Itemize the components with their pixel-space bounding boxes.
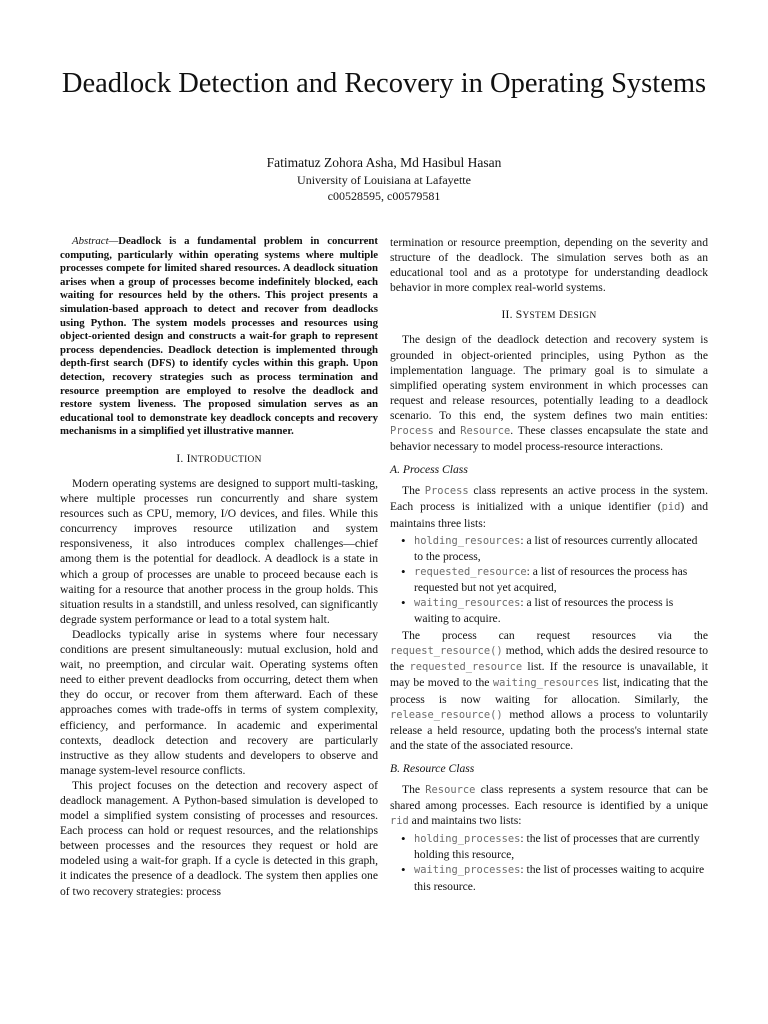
intro-paragraph-3: This project focuses on the detection and recovery aspect of deadlock management. A Python-based simulation is developed to model a simplified system consisting of processes and resources. Each process can hold or request resources, and the relationships between processes and the resources they request or hold are modeled using a wait-for graph. If a cycle is detected in this graph, it indicates the presence of a deadlock. The system then applies one of two recovery strategies: process <box>60 778 378 898</box>
intro-paragraph-3-continued: termination or resource preemption, depending on the severity and structure of the deadlock. The simulation serves both as an educational tool and as a prototype for understanding deadlock behavior in more complex real-world systems. <box>390 236 708 295</box>
request-release-paragraph: The process can request resources via the request_resource() method, which adds the desired resource to the requested_resource list. If the resource is unavailable, it may be moved to the waiting_resources list, indicating that the process is now waiting for allocation. Similarly, the release_resource() method allows a process to voluntarily release a held resource, updating both the process's internal state and the state of the associated resource. <box>390 629 708 752</box>
section-heading-introduction: I. INTRODUCTION <box>176 451 262 465</box>
list-item: • holding_resources: a list of resources currently allocated to the process, <box>414 533 708 564</box>
subsection-resource-class: B. Resource Class <box>390 761 475 775</box>
left-column <box>60 235 378 899</box>
subsection-process-class: A. Process Class <box>390 463 468 477</box>
code-resource: Resource <box>460 425 511 438</box>
code-rid: rid <box>390 815 409 828</box>
design-paragraph-1: The design of the deadlock detection and recovery system is grounded in object-oriented principles, using Python as the implementation language. The primary goal is to simulate a simplified operating system environment in which processes can request and release resources, potentially leading to a deadlock scenario. To this end, the system defines two main entities: Process and Resource. These classes encapsulate the state and behavior necessary to model process-resource interactions. <box>390 333 708 454</box>
code-resource-inline: Resource <box>425 784 476 796</box>
process-lists <box>390 533 708 627</box>
resource-lists <box>390 831 708 893</box>
process-class-paragraph: The Process class represents an active process in the system. Each process is initialized with a unique identifier (pid) and maintains three lists: <box>390 484 708 530</box>
paper-title: Deadlock Detection and Recovery in Operating Systems <box>61 68 707 99</box>
author-block <box>60 154 708 204</box>
author-names: Fatimatuz Zohora Asha, Md Hasibul Hasan <box>266 155 502 170</box>
list-item: • requested_resource: a list of resources the process has requested but not yet acquired, <box>414 564 708 595</box>
student-ids: c00528595, c00579581 <box>327 189 441 203</box>
list-item: • waiting_processes: the list of processes waiting to acquire this resource. <box>414 862 708 893</box>
resource-class-paragraph: The Resource class represents a system resource that can be shared among processes. Each resource is identified by a unique rid and maintains two lists: <box>390 783 708 828</box>
intro-paragraph-2: Deadlocks typically arise in systems where four necessary conditions are present simultaneously: mutual exclusion, hold and wait, no preemption, and circular wait. Operating systems often need to either prevent deadlocks from occurring, detect them when they do occur, or recover from them afterward. Each of these approaches comes with trade-offs in terms of system complexity, efficiency, and performance. In academic and experimental contexts, deadlock detection and recovery are particularly instructive as they allow students and developers to observe and manage system-level resource conflicts. <box>60 627 378 777</box>
intro-paragraph-1: Modern operating systems are designed to support multi-tasking, where multiple processes run concurrently and share system resources such as CPU, memory, I/O devices, and files. While this concurrency improves resource utilization and system responsiveness, it also introduces complex challenges—chief among them is the potential for deadlock. A deadlock is a state in which a group of processes are unable to proceed because each is waiting for a resource that another process in the group holds. This situation results in a standstill, and unless resolved, can significantly degrade system performance or lead to a total system halt. <box>60 477 378 626</box>
code-process: Process <box>390 425 434 438</box>
abstract-text: Deadlock is a fundamental problem in concurrent computing, particularly within operating systems where multiple processes compete for limited shared resources. A deadlock situation arises when a group of processes become indefinitely blocked, each waiting for resources held by the others. This project presents a simulation-based approach to detect and recover from deadlocks using Python. The system models processes and resources using object-oriented design and constructs a wait-for graph to represent process dependencies. Deadlock detection is implemented through depth-first search (DFS) to identify cycles within this graph. Upon detection, recovery strategies such as process termination and resource preemption are employed to resolve the deadlock and restore system liveness. The proposed simulation serves as an educational tool to demonstrate key deadlock concepts and recovery mechanisms in a simplified yet illustrative manner. <box>60 235 378 438</box>
list-item: • holding_processes: the list of processes that are currently holding this resource, <box>414 831 708 862</box>
section-heading-system-design: II. SYSTEM DESIGN <box>501 308 597 322</box>
affiliation: University of Louisiana at Lafayette <box>297 173 471 187</box>
list-item: • waiting_resources: a list of resources the process is waiting to acquire. <box>414 595 708 626</box>
abstract <box>60 235 378 439</box>
code-process-inline: Process <box>424 485 469 498</box>
abstract-label: Abstract— <box>72 235 119 247</box>
code-pid: pid <box>661 501 681 514</box>
right-column <box>390 235 708 896</box>
